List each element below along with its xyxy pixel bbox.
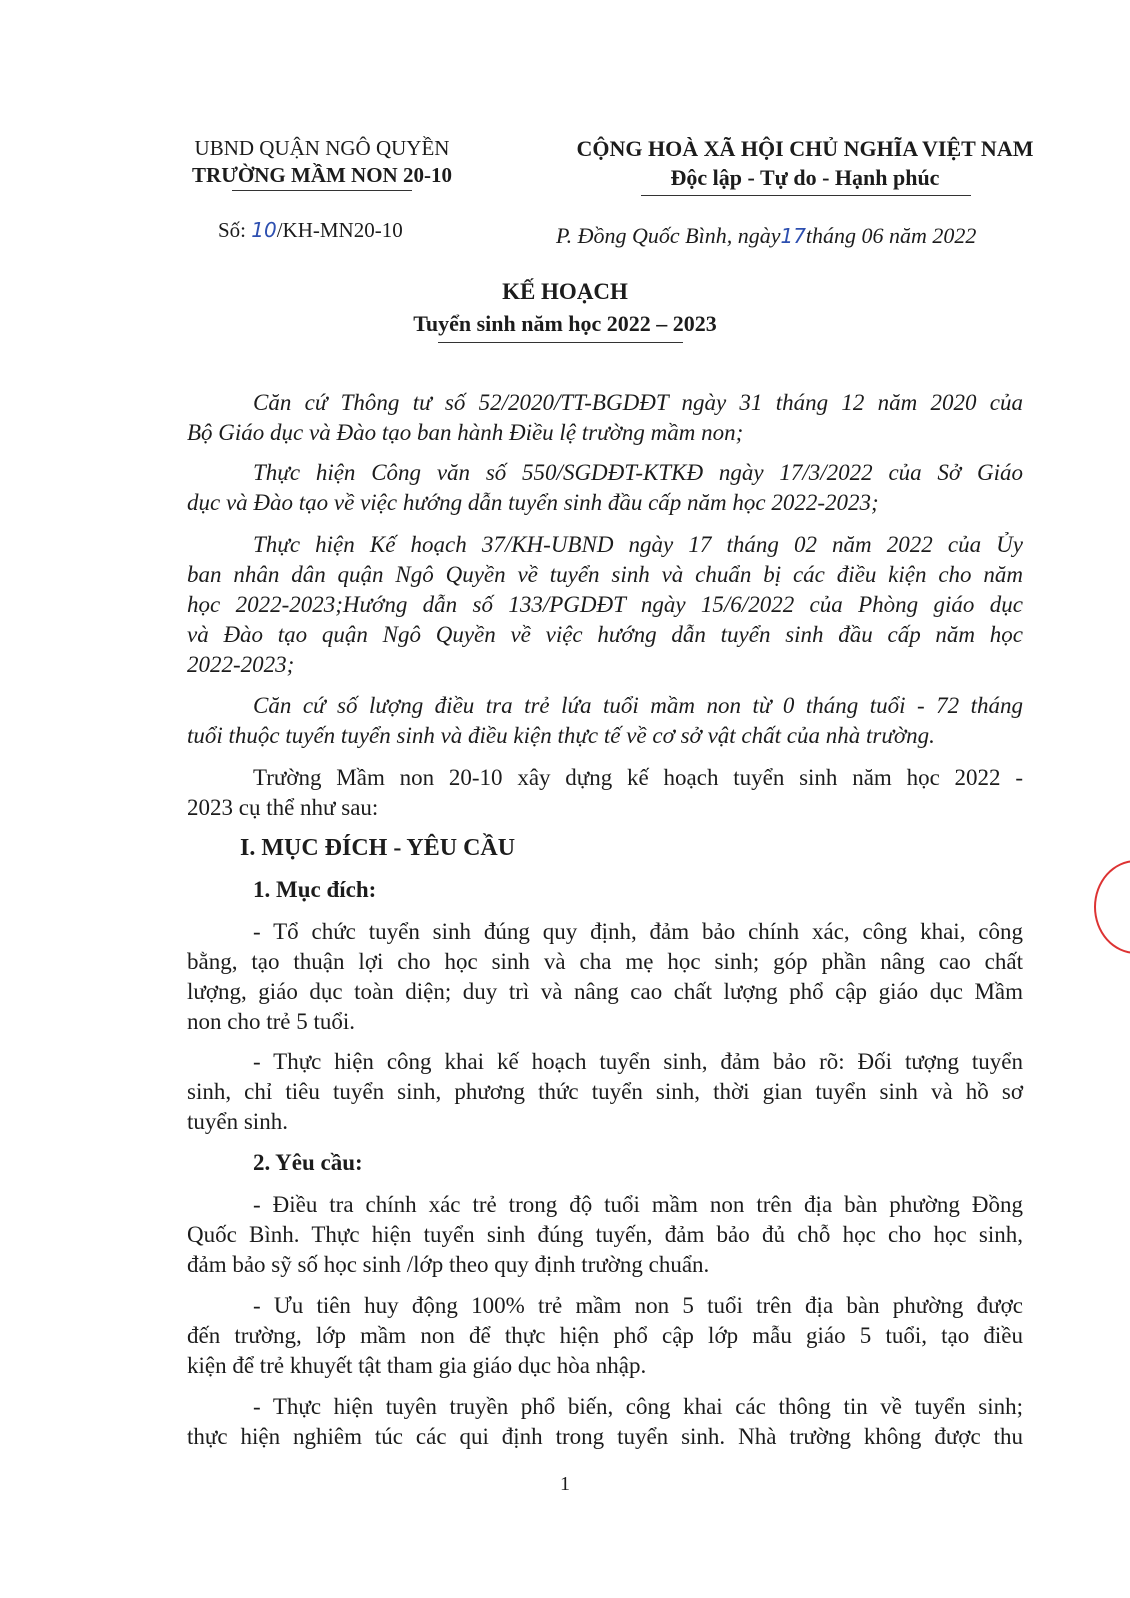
divider	[232, 190, 412, 191]
text-line: tuổi thuộc tuyến tuyển sinh và điều kiện thực tế về cơ sở vật chất của nhà trường.	[187, 723, 935, 748]
intro-paragraph	[187, 763, 1023, 823]
text-line: - Thực hiện tuyên truyền phổ biến, công khai các thông tin về tuyển sinh;	[253, 1394, 1023, 1419]
text-line: Căn cứ số lượng điều tra trẻ lứa tuổi mầm non từ 0 tháng tuổi - 72 tháng	[253, 693, 1023, 718]
basis-paragraph-4	[187, 691, 1023, 751]
text-line: - Ưu tiên huy động 100% trẻ mầm non 5 tuổi trên địa bàn phường được	[253, 1293, 1023, 1318]
text-line: ban nhân dân quận Ngô Quyền về tuyển sinh và chuẩn bị các điều kiện cho năm	[187, 562, 1023, 587]
document-title: KẾ HOẠCH	[502, 279, 628, 304]
text-line: - Tổ chức tuyển sinh đúng quy định, đảm bảo chính xác, công khai, công	[253, 919, 1023, 944]
requirements-paragraph-2	[187, 1291, 1023, 1381]
subsection-heading-requirements: 2. Yêu cầu:	[253, 1150, 363, 1175]
text-line: sinh, chỉ tiêu tuyển sinh, phương thức tuyển sinh, thời gian tuyển sinh và hồ sơ	[187, 1079, 1023, 1104]
divider	[438, 342, 683, 343]
number-prefix: Số:	[218, 218, 247, 242]
divider	[641, 195, 971, 196]
requirements-paragraph-1	[187, 1190, 1023, 1280]
subsection-heading-purpose: 1. Mục đích:	[253, 877, 377, 902]
text-line: Trường Mầm non 20-10 xây dựng kế hoạch tuyển sinh năm học 2022 -	[253, 765, 1023, 790]
text-line: đảm bảo sỹ số học sinh /lớp theo quy định trường chuẩn.	[187, 1252, 710, 1277]
date-prefix: P. Đồng Quốc Bình, ngày	[556, 223, 781, 248]
document-date	[556, 222, 976, 250]
text-line: kiện để trẻ khuyết tật tham gia giáo dục hòa nhập.	[187, 1353, 647, 1378]
document-number	[218, 216, 403, 244]
number-suffix: /KH-MN20-10	[276, 218, 403, 242]
national-title: CỘNG HOÀ XÃ HỘI CHỦ NGHĨA VIỆT NAM	[576, 136, 1034, 161]
text-line: thực hiện nghiêm túc các qui định trong tuyển sinh. Nhà trường không được thu	[187, 1424, 1023, 1449]
basis-paragraph-2	[187, 458, 1023, 518]
handwritten-number: 10	[251, 218, 277, 242]
section-heading: I. MỤC ĐÍCH - YÊU CẦU	[240, 835, 516, 861]
text-line: 2023 cụ thể như sau:	[187, 795, 379, 820]
basis-paragraph-1	[187, 388, 1023, 448]
handwritten-day: 17	[780, 224, 806, 248]
text-line: Quốc Bình. Thực hiện tuyển sinh đúng tuyến, đảm bảo đủ chỗ học cho học sinh,	[187, 1222, 1023, 1247]
text-line: lượng, giáo dục toàn diện; duy trì và nâng cao chất lượng phổ cập giáo dục Mầm	[187, 979, 1023, 1004]
text-line: 2022-2023;	[187, 652, 295, 677]
issuing-authority: UBND QUẬN NGÔ QUYỀN	[194, 136, 450, 160]
purpose-paragraph-1	[187, 917, 1023, 1037]
text-line: học 2022-2023;Hướng dẫn số 133/PGDĐT ngày 15/6/2022 của Phòng giáo dục	[187, 592, 1023, 617]
text-line: - Điều tra chính xác trẻ trong độ tuổi mầm non trên địa bàn phường Đồng	[253, 1192, 1023, 1217]
national-motto: Độc lập - Tự do - Hạnh phúc	[670, 165, 940, 190]
text-line: đến trường, lớp mầm non để thực hiện phổ cập lớp mẫu giáo 5 tuổi, tạo điều	[187, 1323, 1023, 1348]
requirements-paragraph-3	[187, 1392, 1023, 1452]
school-name: TRƯỜNG MẦM NON 20-10	[192, 163, 452, 187]
text-line: - Thực hiện công khai kế hoạch tuyển sinh, đảm bảo rõ: Đối tượng tuyển	[253, 1049, 1023, 1074]
basis-paragraph-3	[187, 530, 1023, 680]
date-suffix: tháng 06 năm 2022	[805, 223, 977, 248]
text-line: Bộ Giáo dục và Đào tạo ban hành Điều lệ trường mầm non;	[187, 420, 744, 445]
text-line: Thực hiện Kế hoạch 37/KH-UBND ngày 17 tháng 02 năm 2022 của Ủy	[253, 532, 1023, 557]
text-line: bằng, tạo thuận lợi cho học sinh và cha mẹ học sinh; góp phần nâng cao chất	[187, 949, 1023, 974]
red-stamp-fragment	[1094, 860, 1130, 954]
page-number: 1	[560, 1473, 570, 1495]
text-line: Thực hiện Công văn số 550/SGDĐT-KTKĐ ngày 17/3/2022 của Sở Giáo	[253, 460, 1023, 485]
text-line: dục và Đào tạo về việc hướng dẫn tuyển sinh đầu cấp năm học 2022-2023;	[187, 490, 879, 515]
text-line: non cho trẻ 5 tuổi.	[187, 1009, 355, 1034]
text-line: và Đào tạo quận Ngô Quyền về việc hướng dẫn tuyển sinh đầu cấp năm học	[187, 622, 1023, 647]
text-line: Căn cứ Thông tư số 52/2020/TT-BGDĐT ngày 31 tháng 12 năm 2020 của	[253, 390, 1023, 415]
purpose-paragraph-2	[187, 1047, 1023, 1137]
document-subtitle: Tuyển sinh năm học 2022 – 2023	[413, 311, 717, 336]
text-line: tuyển sinh.	[187, 1109, 288, 1134]
